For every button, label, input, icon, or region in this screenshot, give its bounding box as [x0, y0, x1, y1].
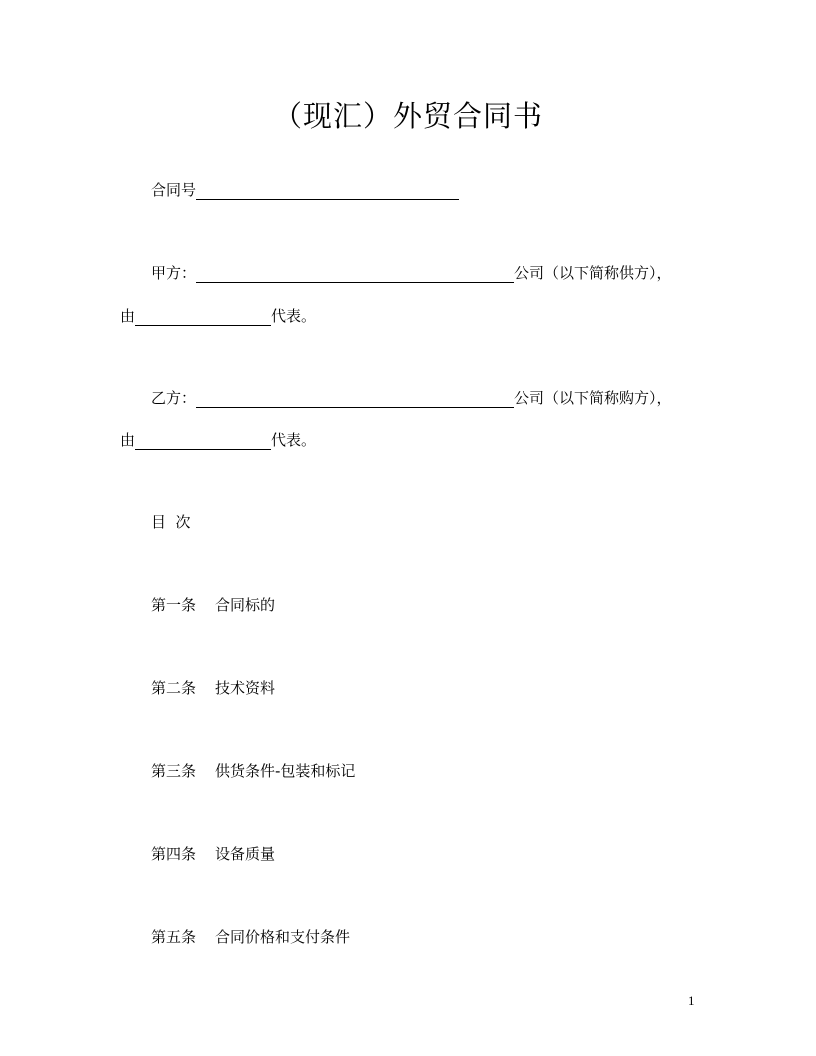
contract-number-blank: [196, 182, 459, 200]
toc-item: [151, 927, 350, 947]
party-b-suffix: 公司（以下简称购方），: [514, 389, 672, 407]
party-a-representative-line: [120, 306, 316, 326]
toc-item-title: 合同标的: [215, 596, 276, 614]
toc-item-number: 第一条: [151, 596, 197, 614]
toc-item-number: 第四条: [151, 845, 197, 863]
party-b-company-blank: [196, 390, 514, 408]
toc-item-title: 设备质量: [215, 845, 276, 863]
document-title: （现汇）外贸合同书: [272, 99, 543, 133]
party-a-company-blank: [196, 265, 514, 283]
page-number: 1: [688, 993, 695, 1008]
party-b-rep-suffix: 代表。: [271, 431, 317, 449]
party-b-line: [151, 388, 672, 408]
toc-heading: 目 次: [151, 513, 191, 531]
toc-item: [151, 595, 275, 615]
party-b-representative-line: [120, 430, 316, 450]
toc-item-title: 供货条件-包装和标记: [215, 762, 356, 780]
party-a-suffix: 公司（以下简称供方），: [514, 264, 672, 282]
party-b-label: 乙方：: [151, 389, 197, 407]
contract-number-line: [151, 180, 459, 200]
party-a-rep-suffix: 代表。: [271, 307, 317, 325]
party-a-label: 甲方：: [151, 264, 197, 282]
toc-item-number: 第三条: [151, 762, 197, 780]
party-a-representative-blank: [135, 308, 271, 326]
toc-item-title: 技术资料: [215, 679, 276, 697]
toc-item: [151, 678, 275, 698]
contract-number-label: 合同号: [151, 181, 197, 199]
toc-item-number: 第五条: [151, 928, 197, 946]
party-b-representative-blank: [135, 432, 271, 450]
toc-item: [151, 844, 275, 864]
toc-item-number: 第二条: [151, 679, 197, 697]
party-b-rep-prefix: 由: [120, 431, 136, 449]
party-a-rep-prefix: 由: [120, 307, 136, 325]
toc-item: [151, 761, 355, 781]
toc-item-title: 合同价格和支付条件: [215, 928, 351, 946]
party-a-line: [151, 263, 672, 283]
